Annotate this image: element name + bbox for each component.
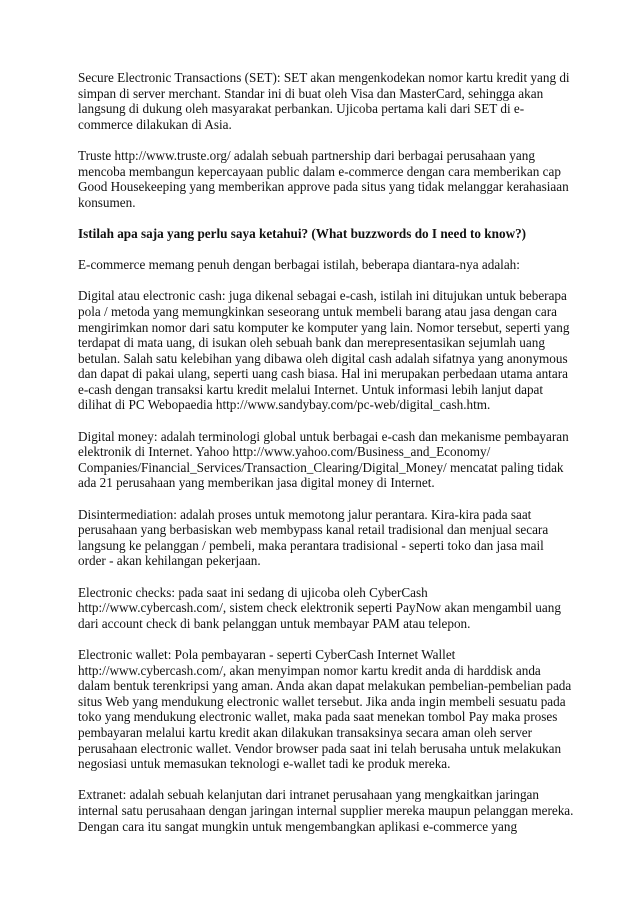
paragraph-electronic-wallet	[78, 646, 572, 772]
text-line: dan dapat di pakai ulang, seperti uang cash biasa. Hal ini merupakan perbedaan utama antara	[78, 366, 568, 382]
text-line: langsung di dukung oleh masyarakat perbankan. Ujicoba pertama kali dari SET di e-	[78, 101, 525, 117]
text-line: negosiasi untuk memasukan teknologi e-wallet tadi ke produk mereka.	[78, 756, 451, 772]
paragraph-electronic-checks	[78, 585, 568, 632]
text-line: terdapat di mata uang, di isukan oleh sebuah bank dan merepresentasikan sejumlah uang	[78, 335, 545, 351]
text-line: toko yang mendukung electronic wallet, maka pada saat menekan tombol Pay maka proses	[78, 709, 558, 725]
text-line: langsung ke pelanggan / pembeli, maka perantara tradisional - seperti toko dan jasa mail	[78, 537, 544, 553]
text-line: dilihat di PC Webopaedia http://www.sandybay.com/pc-web/digital_cash.htm.	[78, 397, 491, 413]
text-line: mengirimkan nomor dari satu komputer ke komputer yang lain. Nomor tersebut, seperti yang	[78, 319, 570, 335]
text-line: pola / metoda yang memungkinkan seseorang untuk membeli barang atau jasa dengan cara	[78, 303, 557, 319]
text-line: Dengan cara itu sangat mungkin untuk mengembangkan aplikasi e-commerce yang	[78, 818, 518, 834]
text-line: commerce dilakukan di Asia.	[78, 116, 232, 132]
text-line: http://www.cybercash.com/, sistem check elektronik seperti PayNow akan mengambil uang	[78, 600, 561, 616]
text-line: elektronik di Internet. Yahoo http://www.yahoo.com/Business_and_Economy/	[78, 444, 491, 460]
text-line: Truste http://www.truste.org/ adalah sebuah partnership dari berbagai perusahaan yang	[78, 147, 535, 163]
text-line: Electronic wallet: Pola pembayaran - seperti CyberCash Internet Wallet	[78, 646, 456, 662]
text-line: Extranet: adalah sebuah kelanjutan dari intranet perusahaan yang mengkaitkan jaringan	[78, 787, 540, 803]
text-line: e-cash dengan transaksi kartu kredit melalui Internet. Untuk informasi lebih lanjut dapat	[78, 381, 544, 397]
text-line: situs Web yang mendukung electronic wallet tersebut. Jika anda ingin membeli sesuatu pada	[78, 693, 566, 709]
text-line: http://www.cybercash.com/, akan menyimpan nomor kartu kredit anda di harddisk anda	[78, 662, 541, 678]
text-line: Disintermediation: adalah proses untuk memotong jalur perantara. Kira-kira pada saat	[78, 506, 532, 522]
text-line: dalam bentuk terenkripsi yang aman. Anda akan dapat melakukan pembelian-pembelian pada	[78, 678, 572, 694]
text-line: dari account check di bank pelanggan untuk membayar PAM atau telepon.	[78, 615, 471, 631]
text-line: internal satu perusahaan dengan jaringan internal supplier mereka maupun pelanggan mereka.	[78, 802, 574, 818]
paragraph-intro	[78, 257, 568, 273]
text-line: order - akan kehilangan pekerjaan.	[78, 553, 261, 569]
text-line: ada 21 perusahaan yang memberikan jasa digital money di Internet.	[78, 475, 435, 491]
text-line: perusahaan electronic wallet. Vendor browser pada saat ini telah berusaha untuk melakukan	[78, 740, 562, 756]
text-line: Companies/Financial_Services/Transaction_Clearing/Digital_Money/ mencatat paling tidak	[78, 459, 564, 475]
text-line: perusahaan yang berbasiskan web membypass kanal retail tradisional dan menjual secara	[78, 522, 549, 538]
text-line: Digital money: adalah terminologi global untuk berbagai e-cash dan mekanisme pembayaran	[78, 428, 569, 444]
section-heading	[78, 226, 568, 242]
text-line: Good Housekeeping yang memberikan approve pada situs yang tidak melanggar kerahasiaan	[78, 179, 569, 195]
paragraph-digital-money	[78, 429, 568, 491]
text-line: E-commerce memang penuh dengan berbagai istilah, beberapa diantara-nya adalah:	[78, 257, 520, 273]
paragraph-set	[78, 70, 568, 132]
text-line: Electronic checks: pada saat ini sedang di ujicoba oleh CyberCash	[78, 584, 428, 600]
text-line: Istilah apa saja yang perlu saya ketahui? (What buzzwords do I need to know?)	[78, 225, 527, 241]
text-line: betulan. Salah satu kelebihan yang dibawa oleh digital cash adalah sifatnya yang anonymous	[78, 350, 568, 366]
text-line: Digital atau electronic cash: juga dikenal sebagai e-cash, istilah ini ditujukan untuk beberapa	[78, 288, 567, 304]
text-line: mencoba membangun kepercayaan public dalam e-commerce dengan cara memberikan cap	[78, 163, 561, 179]
text-line: Secure Electronic Transactions (SET): SET akan mengenkodekan nomor kartu kredit yang di	[78, 70, 570, 85]
paragraph-truste	[78, 148, 568, 210]
text-line: pembayaran melalui kartu kredit akan dilakukan transaksinya secara aman oleh server	[78, 724, 533, 740]
document-page	[78, 70, 574, 850]
text-line: konsumen.	[78, 194, 136, 210]
text-line: simpan di server merchant. Standar ini di buat oleh Visa dan MasterCard, sehingga akan	[78, 85, 544, 101]
paragraph-digital-cash	[78, 288, 568, 413]
paragraph-extranet	[78, 787, 574, 834]
paragraph-disintermediation	[78, 507, 568, 569]
